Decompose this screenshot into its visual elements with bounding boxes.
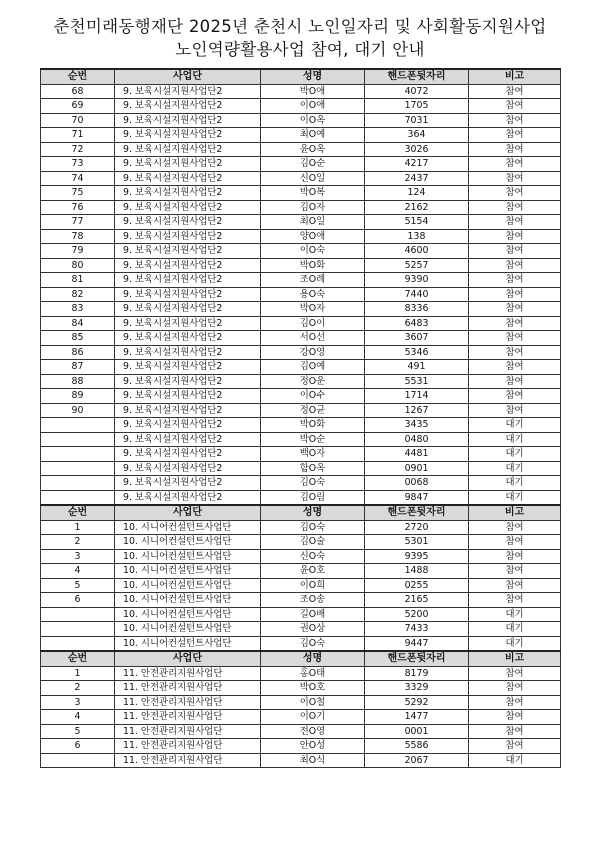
name-cell: 정O운 <box>261 374 365 389</box>
status-cell: 참여 <box>469 302 561 317</box>
status-cell: 대기 <box>469 490 561 505</box>
name-cell: 이O숙 <box>261 244 365 259</box>
table-row <box>41 157 561 172</box>
row-number-cell: 4 <box>41 710 115 725</box>
column-header: 성명 <box>261 651 365 666</box>
name-cell: 박O자 <box>261 302 365 317</box>
row-number-cell <box>41 490 115 505</box>
phone-last-digits-cell: 5154 <box>365 215 469 230</box>
business-unit-cell: 9. 보육시설지원사업단2 <box>115 171 261 186</box>
row-number-cell: 74 <box>41 171 115 186</box>
row-number-cell: 85 <box>41 331 115 346</box>
phone-last-digits-cell: 4600 <box>365 244 469 259</box>
status-cell: 참여 <box>469 215 561 230</box>
table-row <box>41 389 561 404</box>
row-number-cell: 6 <box>41 593 115 608</box>
business-unit-cell: 11. 안전관리지원사업단 <box>115 681 261 696</box>
row-number-cell: 78 <box>41 229 115 244</box>
table-row <box>41 724 561 739</box>
name-cell: 김O림 <box>261 490 365 505</box>
name-cell: 홍O태 <box>261 666 365 681</box>
name-cell: 최O예 <box>261 128 365 143</box>
name-cell: 김O숙 <box>261 636 365 651</box>
phone-last-digits-cell: 4217 <box>365 157 469 172</box>
table-row <box>41 229 561 244</box>
status-cell: 참여 <box>469 229 561 244</box>
name-cell: 양O애 <box>261 229 365 244</box>
row-number-cell: 72 <box>41 142 115 157</box>
phone-last-digits-cell: 5531 <box>365 374 469 389</box>
status-cell: 대기 <box>469 432 561 447</box>
status-cell: 대기 <box>469 476 561 491</box>
status-cell: 참여 <box>469 113 561 128</box>
phone-last-digits-cell: 5301 <box>365 535 469 550</box>
table-row <box>41 753 561 768</box>
table-row <box>41 215 561 230</box>
phone-last-digits-cell: 0480 <box>365 432 469 447</box>
business-unit-cell: 9. 보육시설지원사업단2 <box>115 99 261 114</box>
row-number-cell: 3 <box>41 695 115 710</box>
status-cell: 참여 <box>469 739 561 754</box>
phone-last-digits-cell: 1705 <box>365 99 469 114</box>
status-cell: 참여 <box>469 535 561 550</box>
phone-last-digits-cell: 6483 <box>365 316 469 331</box>
row-number-cell: 5 <box>41 578 115 593</box>
table-row <box>41 84 561 99</box>
business-unit-cell: 10. 시니어컨설턴트사업단 <box>115 593 261 608</box>
row-number-cell: 80 <box>41 258 115 273</box>
business-unit-cell: 9. 보육시설지원사업단2 <box>115 113 261 128</box>
row-number-cell: 77 <box>41 215 115 230</box>
status-cell: 참여 <box>469 345 561 360</box>
row-number-cell: 86 <box>41 345 115 360</box>
phone-last-digits-cell: 3026 <box>365 142 469 157</box>
name-cell: 김O자 <box>261 200 365 215</box>
status-cell: 참여 <box>469 360 561 375</box>
phone-last-digits-cell: 1477 <box>365 710 469 725</box>
name-cell: 김O순 <box>261 157 365 172</box>
business-unit-cell: 9. 보육시설지원사업단2 <box>115 287 261 302</box>
status-cell: 대기 <box>469 636 561 651</box>
phone-last-digits-cell: 7433 <box>365 622 469 637</box>
table-row <box>41 345 561 360</box>
status-cell: 참여 <box>469 128 561 143</box>
status-cell: 대기 <box>469 418 561 433</box>
business-unit-cell: 9. 보육시설지원사업단2 <box>115 418 261 433</box>
table-row <box>41 302 561 317</box>
status-cell: 참여 <box>469 273 561 288</box>
phone-last-digits-cell: 364 <box>365 128 469 143</box>
name-cell: 박O호 <box>261 681 365 696</box>
business-unit-cell: 9. 보육시설지원사업단2 <box>115 229 261 244</box>
table-row <box>41 636 561 651</box>
phone-last-digits-cell: 2720 <box>365 520 469 535</box>
column-header: 비고 <box>469 505 561 520</box>
column-header: 핸드폰뒷자리 <box>365 505 469 520</box>
row-number-cell: 69 <box>41 99 115 114</box>
table-row <box>41 607 561 622</box>
status-cell: 참여 <box>469 520 561 535</box>
table-row <box>41 593 561 608</box>
business-unit-cell: 10. 시니어컨설턴트사업단 <box>115 622 261 637</box>
business-unit-cell: 9. 보육시설지원사업단2 <box>115 302 261 317</box>
status-cell: 참여 <box>469 389 561 404</box>
table-row <box>41 432 561 447</box>
business-unit-cell: 9. 보육시설지원사업단2 <box>115 244 261 259</box>
table-row <box>41 374 561 389</box>
participant-table <box>40 68 561 768</box>
document-subtitle: 노인역량활용사업 참여, 대기 안내 <box>175 40 425 59</box>
name-cell: 정O균 <box>261 403 365 418</box>
column-header: 성명 <box>261 69 365 84</box>
document-title: 춘천미래동행재단 2025년 춘천시 노인일자리 및 사회활동지원사업 <box>53 17 547 36</box>
phone-last-digits-cell: 2067 <box>365 753 469 768</box>
row-number-cell: 82 <box>41 287 115 302</box>
name-cell: 최O일 <box>261 215 365 230</box>
business-unit-cell: 9. 보육시설지원사업단2 <box>115 258 261 273</box>
table-header-row <box>41 651 561 666</box>
status-cell: 참여 <box>469 403 561 418</box>
business-unit-cell: 9. 보육시설지원사업단2 <box>115 476 261 491</box>
phone-last-digits-cell: 9847 <box>365 490 469 505</box>
table-row <box>41 578 561 593</box>
phone-last-digits-cell: 7440 <box>365 287 469 302</box>
row-number-cell: 79 <box>41 244 115 259</box>
column-header: 성명 <box>261 505 365 520</box>
name-cell: 김O예 <box>261 360 365 375</box>
business-unit-cell: 9. 보육시설지원사업단2 <box>115 432 261 447</box>
table-row <box>41 244 561 259</box>
business-unit-cell: 9. 보육시설지원사업단2 <box>115 403 261 418</box>
table-row <box>41 666 561 681</box>
phone-last-digits-cell: 9395 <box>365 549 469 564</box>
row-number-cell <box>41 636 115 651</box>
phone-last-digits-cell: 2437 <box>365 171 469 186</box>
row-number-cell <box>41 753 115 768</box>
status-cell: 참여 <box>469 593 561 608</box>
phone-last-digits-cell: 9447 <box>365 636 469 651</box>
status-cell: 참여 <box>469 681 561 696</box>
status-cell: 참여 <box>469 84 561 99</box>
status-cell: 대기 <box>469 447 561 462</box>
row-number-cell: 68 <box>41 84 115 99</box>
status-cell: 참여 <box>469 578 561 593</box>
table-row <box>41 331 561 346</box>
name-cell: 서O선 <box>261 331 365 346</box>
status-cell: 참여 <box>469 258 561 273</box>
row-number-cell: 1 <box>41 520 115 535</box>
status-cell: 참여 <box>469 710 561 725</box>
phone-last-digits-cell: 3435 <box>365 418 469 433</box>
phone-last-digits-cell: 138 <box>365 229 469 244</box>
row-number-cell: 90 <box>41 403 115 418</box>
table-row <box>41 316 561 331</box>
table-row <box>41 186 561 201</box>
status-cell: 대기 <box>469 607 561 622</box>
row-number-cell: 4 <box>41 564 115 579</box>
table-row <box>41 549 561 564</box>
row-number-cell: 89 <box>41 389 115 404</box>
business-unit-cell: 9. 보육시설지원사업단2 <box>115 461 261 476</box>
phone-last-digits-cell: 5292 <box>365 695 469 710</box>
row-number-cell <box>41 432 115 447</box>
status-cell: 참여 <box>469 549 561 564</box>
table-row <box>41 128 561 143</box>
status-cell: 참여 <box>469 695 561 710</box>
row-number-cell: 73 <box>41 157 115 172</box>
status-cell: 참여 <box>469 244 561 259</box>
name-cell: 박O화 <box>261 258 365 273</box>
phone-last-digits-cell: 5200 <box>365 607 469 622</box>
phone-last-digits-cell: 0255 <box>365 578 469 593</box>
name-cell: 박O화 <box>261 418 365 433</box>
business-unit-cell: 9. 보육시설지원사업단2 <box>115 128 261 143</box>
column-header: 순번 <box>41 505 115 520</box>
status-cell: 참여 <box>469 99 561 114</box>
business-unit-cell: 10. 시니어컨설턴트사업단 <box>115 549 261 564</box>
name-cell: 조O송 <box>261 593 365 608</box>
name-cell: 박O애 <box>261 84 365 99</box>
phone-last-digits-cell: 2162 <box>365 200 469 215</box>
status-cell: 참여 <box>469 287 561 302</box>
name-cell: 윤O옥 <box>261 142 365 157</box>
business-unit-cell: 9. 보육시설지원사업단2 <box>115 157 261 172</box>
table-row <box>41 739 561 754</box>
column-header: 핸드폰뒷자리 <box>365 651 469 666</box>
row-number-cell <box>41 607 115 622</box>
column-header: 사업단 <box>115 69 261 84</box>
table-row <box>41 273 561 288</box>
name-cell: 안O성 <box>261 739 365 754</box>
phone-last-digits-cell: 491 <box>365 360 469 375</box>
row-number-cell: 6 <box>41 739 115 754</box>
business-unit-cell: 9. 보육시설지원사업단2 <box>115 84 261 99</box>
table-row <box>41 695 561 710</box>
phone-last-digits-cell: 124 <box>365 186 469 201</box>
row-number-cell <box>41 447 115 462</box>
name-cell: 이O수 <box>261 389 365 404</box>
name-cell: 박O순 <box>261 432 365 447</box>
name-cell: 박O복 <box>261 186 365 201</box>
row-number-cell <box>41 622 115 637</box>
status-cell: 참여 <box>469 666 561 681</box>
column-header: 핸드폰뒷자리 <box>365 69 469 84</box>
name-cell: 조O례 <box>261 273 365 288</box>
phone-last-digits-cell: 7031 <box>365 113 469 128</box>
business-unit-cell: 9. 보육시설지원사업단2 <box>115 490 261 505</box>
business-unit-cell: 9. 보육시설지원사업단2 <box>115 360 261 375</box>
phone-last-digits-cell: 9390 <box>365 273 469 288</box>
table-row <box>41 461 561 476</box>
name-cell: 함O옥 <box>261 461 365 476</box>
name-cell: 이O철 <box>261 695 365 710</box>
name-cell: 김O술 <box>261 535 365 550</box>
business-unit-cell: 10. 시니어컨설턴트사업단 <box>115 564 261 579</box>
row-number-cell: 2 <box>41 535 115 550</box>
business-unit-cell: 10. 시니어컨설턴트사업단 <box>115 636 261 651</box>
name-cell: 김O숙 <box>261 520 365 535</box>
status-cell: 참여 <box>469 724 561 739</box>
business-unit-cell: 9. 보육시설지원사업단2 <box>115 186 261 201</box>
phone-last-digits-cell: 0001 <box>365 724 469 739</box>
name-cell: 최O식 <box>261 753 365 768</box>
business-unit-cell: 9. 보육시설지원사업단2 <box>115 345 261 360</box>
row-number-cell: 87 <box>41 360 115 375</box>
name-cell: 김O숙 <box>261 476 365 491</box>
column-header: 순번 <box>41 651 115 666</box>
table-row <box>41 535 561 550</box>
table-row <box>41 476 561 491</box>
column-header: 비고 <box>469 69 561 84</box>
phone-last-digits-cell: 1714 <box>365 389 469 404</box>
row-number-cell: 3 <box>41 549 115 564</box>
phone-last-digits-cell: 2165 <box>365 593 469 608</box>
table-row <box>41 490 561 505</box>
phone-last-digits-cell: 5346 <box>365 345 469 360</box>
business-unit-cell: 10. 시니어컨설턴트사업단 <box>115 520 261 535</box>
business-unit-cell: 11. 안전관리지원사업단 <box>115 710 261 725</box>
column-header: 사업단 <box>115 651 261 666</box>
name-cell: 이O희 <box>261 578 365 593</box>
table-header-row <box>41 505 561 520</box>
phone-last-digits-cell: 8336 <box>365 302 469 317</box>
business-unit-cell: 10. 시니어컨설턴트사업단 <box>115 578 261 593</box>
table-row <box>41 287 561 302</box>
status-cell: 참여 <box>469 157 561 172</box>
phone-last-digits-cell: 4072 <box>365 84 469 99</box>
phone-last-digits-cell: 3329 <box>365 681 469 696</box>
row-number-cell: 70 <box>41 113 115 128</box>
table-row <box>41 113 561 128</box>
status-cell: 참여 <box>469 200 561 215</box>
status-cell: 대기 <box>469 622 561 637</box>
phone-last-digits-cell: 0068 <box>365 476 469 491</box>
table-row <box>41 200 561 215</box>
business-unit-cell: 10. 시니어컨설턴트사업단 <box>115 607 261 622</box>
business-unit-cell: 11. 안전관리지원사업단 <box>115 666 261 681</box>
column-header: 순번 <box>41 69 115 84</box>
column-header: 사업단 <box>115 505 261 520</box>
phone-last-digits-cell: 0901 <box>365 461 469 476</box>
name-cell: 김O이 <box>261 316 365 331</box>
table-row <box>41 622 561 637</box>
status-cell: 대기 <box>469 753 561 768</box>
business-unit-cell: 9. 보육시설지원사업단2 <box>115 273 261 288</box>
table-row <box>41 99 561 114</box>
table-header-row <box>41 69 561 84</box>
row-number-cell: 88 <box>41 374 115 389</box>
name-cell: 신O일 <box>261 171 365 186</box>
business-unit-cell: 9. 보육시설지원사업단2 <box>115 331 261 346</box>
business-unit-cell: 11. 안전관리지원사업단 <box>115 753 261 768</box>
business-unit-cell: 11. 안전관리지원사업단 <box>115 724 261 739</box>
column-header: 비고 <box>469 651 561 666</box>
row-number-cell: 81 <box>41 273 115 288</box>
business-unit-cell: 9. 보육시설지원사업단2 <box>115 142 261 157</box>
phone-last-digits-cell: 5257 <box>365 258 469 273</box>
row-number-cell: 71 <box>41 128 115 143</box>
row-number-cell: 2 <box>41 681 115 696</box>
business-unit-cell: 9. 보육시설지원사업단2 <box>115 215 261 230</box>
status-cell: 참여 <box>469 564 561 579</box>
business-unit-cell: 11. 안전관리지원사업단 <box>115 695 261 710</box>
name-cell: 길O배 <box>261 607 365 622</box>
row-number-cell: 84 <box>41 316 115 331</box>
table-row <box>41 403 561 418</box>
name-cell: 윤O호 <box>261 564 365 579</box>
row-number-cell: 83 <box>41 302 115 317</box>
table-row <box>41 710 561 725</box>
status-cell: 참여 <box>469 316 561 331</box>
row-number-cell: 75 <box>41 186 115 201</box>
name-cell: 신O숙 <box>261 549 365 564</box>
name-cell: 강O영 <box>261 345 365 360</box>
row-number-cell: 76 <box>41 200 115 215</box>
business-unit-cell: 9. 보육시설지원사업단2 <box>115 374 261 389</box>
business-unit-cell: 10. 시니어컨설턴트사업단 <box>115 535 261 550</box>
table-row <box>41 142 561 157</box>
table-row <box>41 681 561 696</box>
status-cell: 대기 <box>469 461 561 476</box>
business-unit-cell: 9. 보육시설지원사업단2 <box>115 316 261 331</box>
row-number-cell <box>41 418 115 433</box>
phone-last-digits-cell: 4481 <box>365 447 469 462</box>
business-unit-cell: 9. 보육시설지원사업단2 <box>115 200 261 215</box>
table-row <box>41 447 561 462</box>
name-cell: 이O옥 <box>261 113 365 128</box>
business-unit-cell: 11. 안전관리지원사업단 <box>115 739 261 754</box>
name-cell: 권O상 <box>261 622 365 637</box>
status-cell: 참여 <box>469 142 561 157</box>
row-number-cell <box>41 461 115 476</box>
name-cell: 이O애 <box>261 99 365 114</box>
row-number-cell <box>41 476 115 491</box>
phone-last-digits-cell: 3607 <box>365 331 469 346</box>
table-row <box>41 258 561 273</box>
row-number-cell: 5 <box>41 724 115 739</box>
status-cell: 참여 <box>469 171 561 186</box>
table-row <box>41 171 561 186</box>
row-number-cell: 1 <box>41 666 115 681</box>
status-cell: 참여 <box>469 374 561 389</box>
phone-last-digits-cell: 1267 <box>365 403 469 418</box>
business-unit-cell: 9. 보육시설지원사업단2 <box>115 389 261 404</box>
status-cell: 참여 <box>469 331 561 346</box>
name-cell: 이O기 <box>261 710 365 725</box>
table-row <box>41 360 561 375</box>
table-row <box>41 418 561 433</box>
phone-last-digits-cell: 8179 <box>365 666 469 681</box>
business-unit-cell: 9. 보육시설지원사업단2 <box>115 447 261 462</box>
phone-last-digits-cell: 5586 <box>365 739 469 754</box>
name-cell: 용O숙 <box>261 287 365 302</box>
status-cell: 참여 <box>469 186 561 201</box>
name-cell: 백O자 <box>261 447 365 462</box>
table-row <box>41 520 561 535</box>
table-row <box>41 564 561 579</box>
phone-last-digits-cell: 1488 <box>365 564 469 579</box>
name-cell: 전O영 <box>261 724 365 739</box>
